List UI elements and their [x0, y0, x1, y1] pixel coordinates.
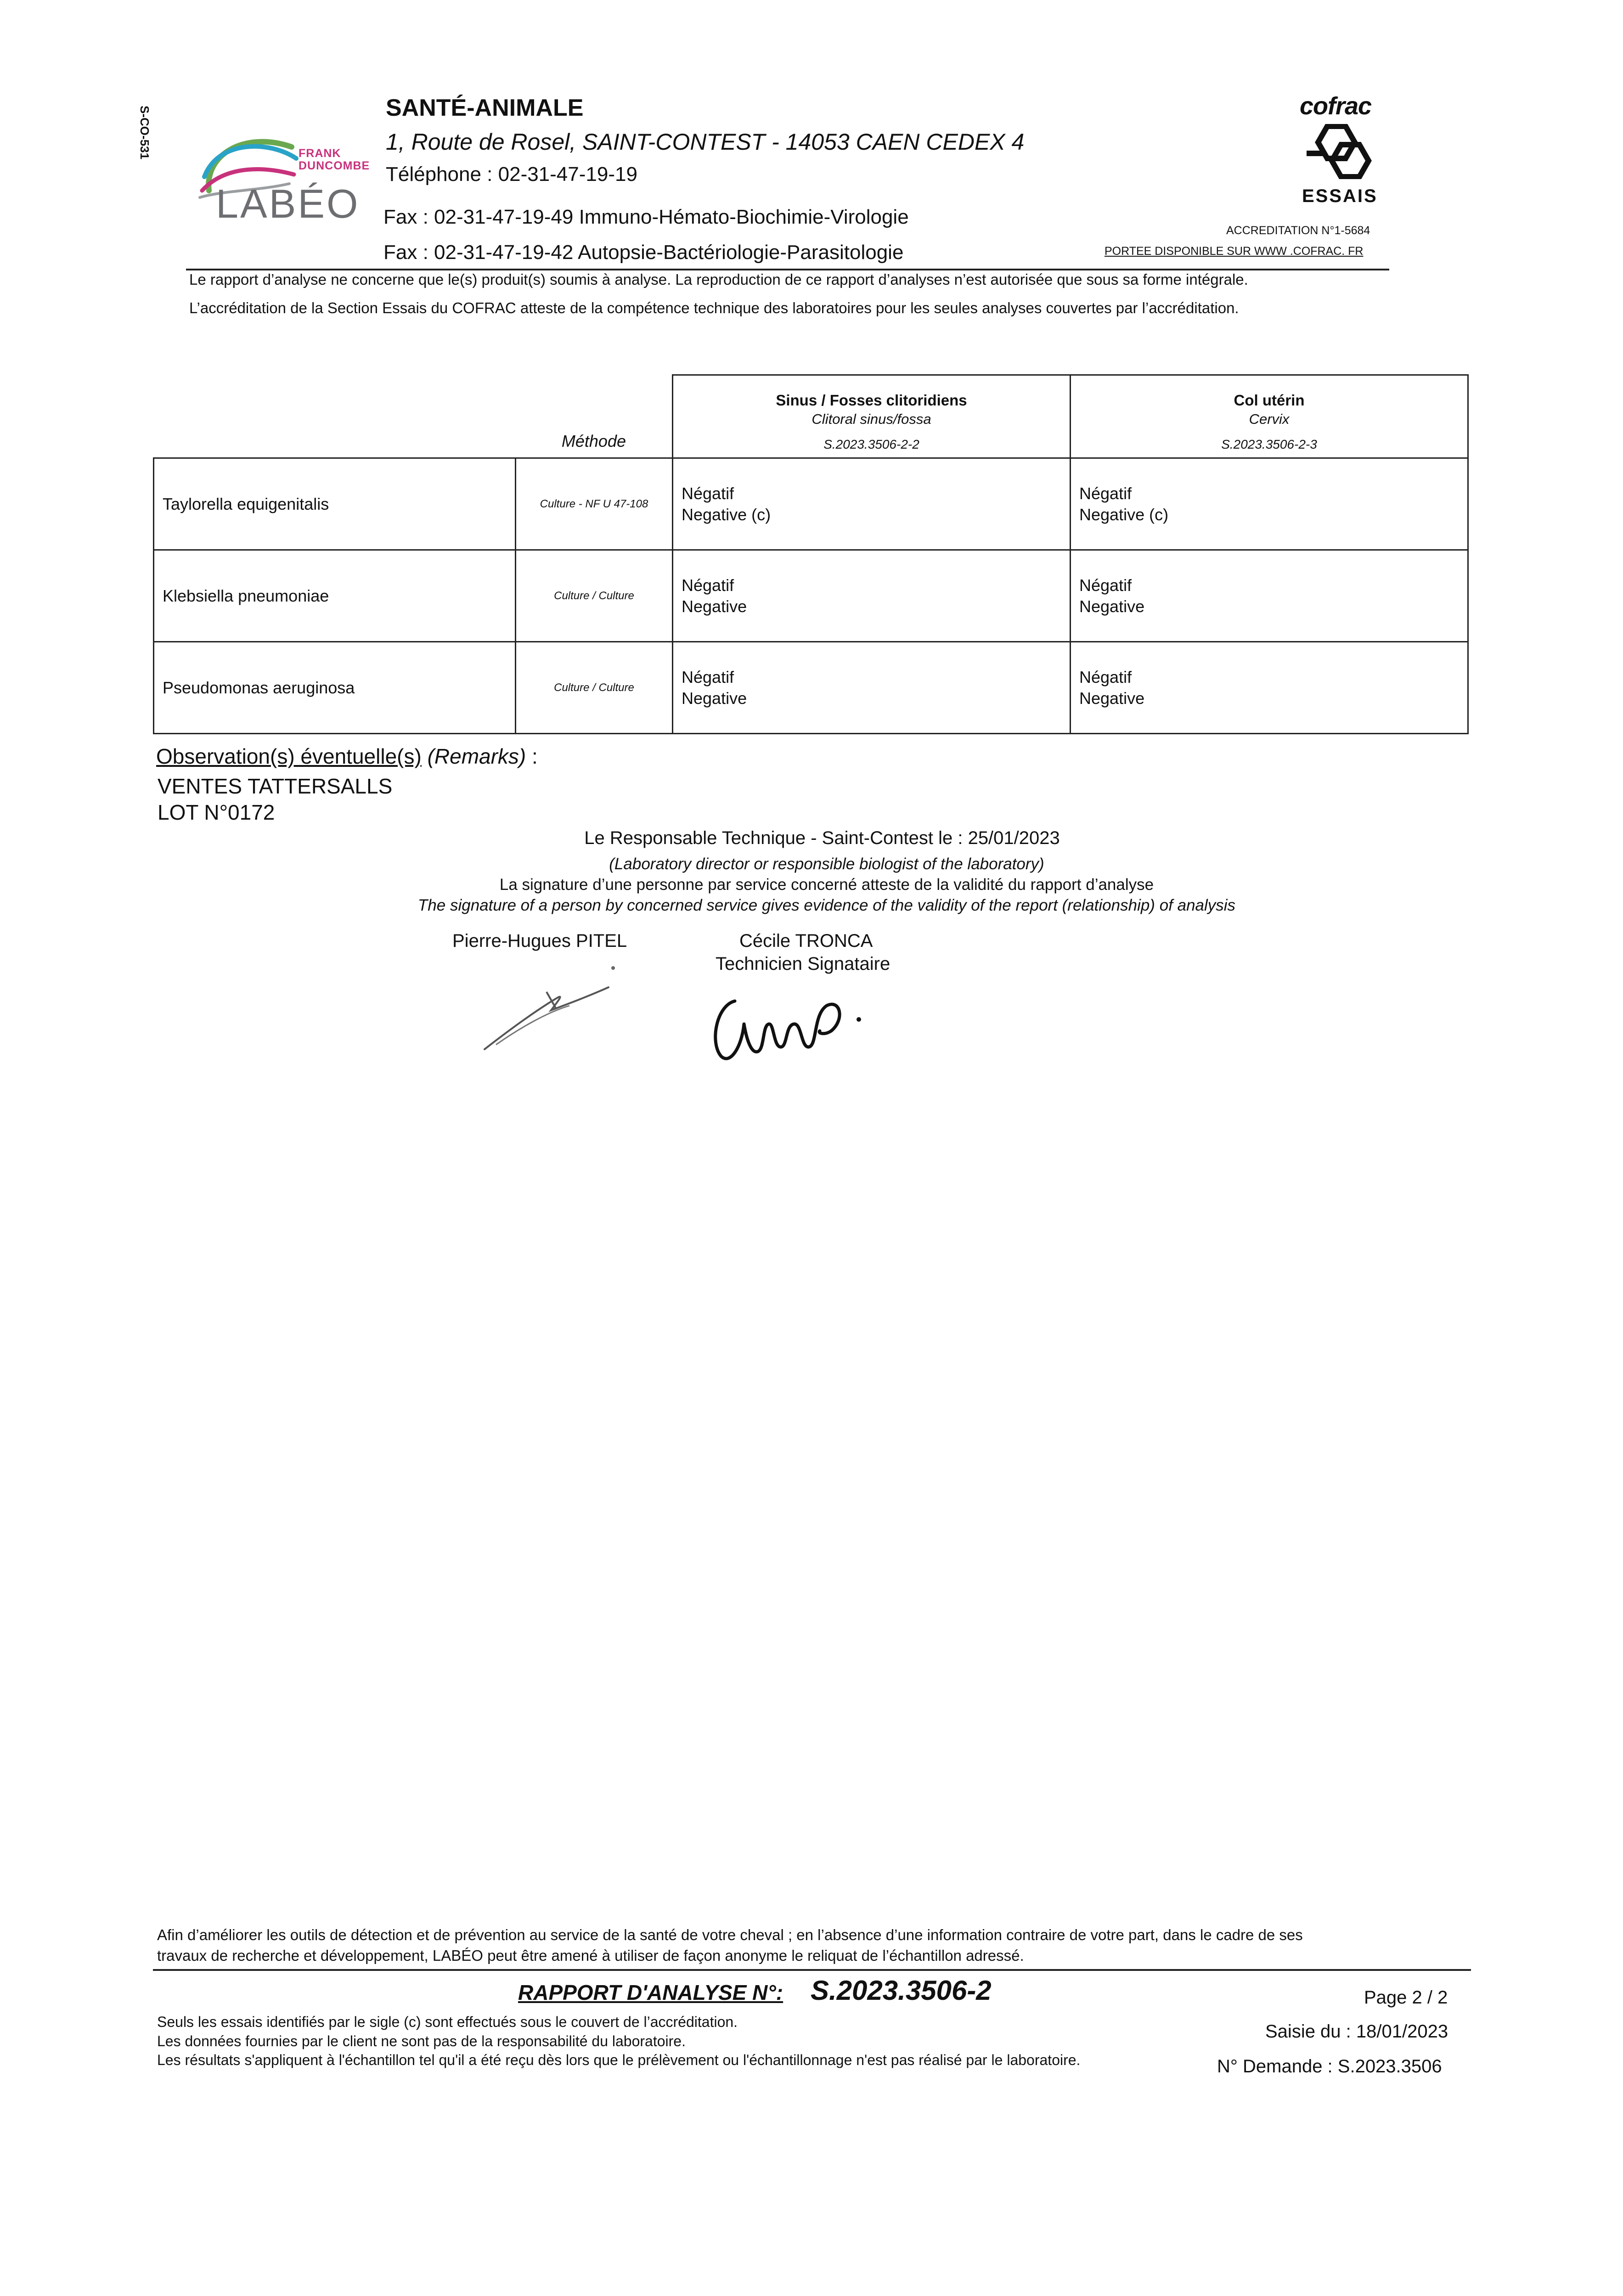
lab-director-note: (Laboratory director or responsible biologist of the laboratory)	[609, 855, 1044, 873]
result-en: Negative	[682, 597, 747, 616]
observations-colon: :	[526, 744, 538, 768]
result-fr: Négatif	[1079, 667, 1132, 687]
cofrac-wordmark: cofrac	[1300, 92, 1372, 120]
result-fr: Négatif	[682, 484, 734, 503]
column-subtitle: Cervix	[1249, 411, 1290, 427]
observations-heading	[156, 744, 538, 769]
analyte-name: Taylorella equigenitalis	[154, 458, 516, 550]
accreditation-number: ACCREDITATION N°1-5684	[1226, 224, 1370, 237]
column-subtitle: Clitoral sinus/fossa	[812, 411, 931, 427]
result-en: Negative (c)	[1079, 505, 1169, 524]
accreditation-footnote: Seuls les essais identifiés par le sigle (c) sont effectués sous le couvert de l’accréditation.	[157, 2014, 738, 2030]
observations-label-en: (Remarks)	[427, 744, 526, 768]
page-number: Page 2 / 2	[1364, 1987, 1448, 2008]
lab-address: 1, Route de Rosel, SAINT-CONTEST - 14053 CAEN CEDEX 4	[386, 129, 1025, 155]
results-footnote: Les résultats s'appliquent à l'échantillon tel qu'il a été reçu dès lors que le prélèvement ou l'échantillonnage n'est pas réalisé par le laboratoire.	[157, 2052, 1081, 2068]
cofrac-hex-icon	[1307, 124, 1375, 179]
table-row	[154, 642, 1468, 734]
observation-line-1: VENTES TATTERSALLS	[158, 774, 393, 798]
request-number: N° Demande : S.2023.3506	[1217, 2056, 1442, 2077]
logo-wordmark: LABÉO	[216, 181, 360, 226]
technical-manager-line: Le Responsable Technique - Saint-Contest le : 25/01/2023	[584, 828, 1060, 848]
analysis-method: Culture / Culture	[516, 642, 673, 734]
column-title: Sinus / Fosses clitoridiens	[776, 392, 967, 409]
entry-date: Saisie du : 18/01/2023	[1265, 2021, 1448, 2042]
method-header: Méthode	[561, 432, 626, 450]
disclaimer-line-2: L’accréditation de la Section Essais du COFRAC atteste de la compétence technique des laboratoires pour les seules analyses couvertes par l’accréditation.	[189, 299, 1239, 316]
cofrac-essais: ESSAIS	[1302, 186, 1378, 206]
client-data-footnote: Les données fournies par le client ne sont pas de la responsabilité du laboratoire.	[157, 2033, 686, 2049]
logo-duncombe: DUNCOMBE	[299, 159, 370, 172]
result-en: Negative	[1079, 597, 1145, 616]
signature-1-image	[478, 960, 625, 1056]
result-en: Negative	[682, 688, 747, 708]
analyte-name: Pseudomonas aeruginosa	[154, 642, 516, 734]
sample-id: S.2023.3506-2-2	[823, 437, 919, 451]
result-fr: Négatif	[1079, 575, 1132, 595]
lab-name: SANTÉ-ANIMALE	[386, 95, 584, 121]
analyte-name: Klebsiella pneumoniae	[154, 550, 516, 642]
sample-id: S.2023.3506-2-3	[1221, 437, 1317, 451]
report-label: RAPPORT D'ANALYSE N°:	[518, 1981, 783, 2004]
result-fr: Négatif	[1079, 484, 1132, 503]
footer-rule	[153, 1969, 1471, 1971]
result-en: Negative (c)	[682, 505, 771, 524]
cofrac-logo	[1295, 92, 1387, 211]
research-note-1: Afin d’améliorer les outils de détection et de prévention au service de la santé de votre cheval ; en l’absence d’une information contraire de votre part, dans le cadre de ses	[157, 1926, 1303, 1943]
observations-label: Observation(s) éventuelle(s)	[156, 744, 422, 768]
report-number: S.2023.3506-2	[811, 1975, 992, 2006]
lab-fax-1: Fax : 02-31-47-19-49 Immuno-Hémato-Biochimie-Virologie	[383, 206, 909, 228]
cofrac-portee-link[interactable]: PORTEE DISPONIBLE SUR WWW .COFRAC. FR	[1105, 245, 1364, 258]
analysis-method: Culture - NF U 47-108	[516, 458, 673, 550]
signer-2-title: Technicien Signataire	[716, 954, 890, 974]
result-cell	[673, 550, 1071, 642]
research-note-2: travaux de recherche et développement, LABÉO peut être amené à utiliser de façon anonyme le reliquat de l’échantillon adressé.	[157, 1947, 1024, 1964]
results-table	[153, 374, 1469, 734]
lab-fax-2: Fax : 02-31-47-19-42 Autopsie-Bactériologie-Parasitologie	[383, 241, 904, 264]
lab-phone: Téléphone : 02-31-47-19-19	[386, 163, 637, 186]
disclaimer-line-1: Le rapport d’analyse ne concerne que le(s) produit(s) soumis à analyse. La reproduction de ce rapport d’analyses n’est autorisée que sous sa forme intégrale.	[189, 271, 1248, 288]
signer-2-name: Cécile TRONCA	[739, 931, 873, 951]
labeo-logo	[191, 122, 370, 232]
form-code: S-CO-531	[138, 106, 152, 160]
result-fr: Négatif	[682, 575, 734, 595]
result-cell	[673, 642, 1071, 734]
signer-1-name: Pierre-Hugues PITEL	[452, 931, 627, 951]
header-rule	[186, 269, 1389, 270]
result-cell	[1071, 642, 1468, 734]
analysis-method: Culture / Culture	[516, 550, 673, 642]
column-header	[673, 375, 1071, 458]
logo-frank: FRANK	[299, 147, 341, 160]
result-cell	[1071, 458, 1468, 550]
column-title: Col utérin	[1234, 392, 1305, 409]
table-row	[154, 458, 1468, 550]
result-en: Negative	[1079, 688, 1145, 708]
result-fr: Négatif	[682, 667, 734, 687]
table-row	[154, 550, 1468, 642]
result-cell	[673, 458, 1071, 550]
table-header-row	[154, 375, 1468, 458]
header-blank	[154, 375, 516, 458]
signature-2-image	[707, 987, 919, 1070]
signature-validity-en: The signature of a person by concerned service gives evidence of the validity of the report (relationship) of analysis	[417, 896, 1236, 914]
result-cell	[1071, 550, 1468, 642]
column-header	[1071, 375, 1468, 458]
signature-validity-fr: La signature d’une personne par service concerné atteste de la validité du rapport d’analyse	[499, 876, 1154, 894]
observation-line-2: LOT N°0172	[158, 800, 275, 824]
